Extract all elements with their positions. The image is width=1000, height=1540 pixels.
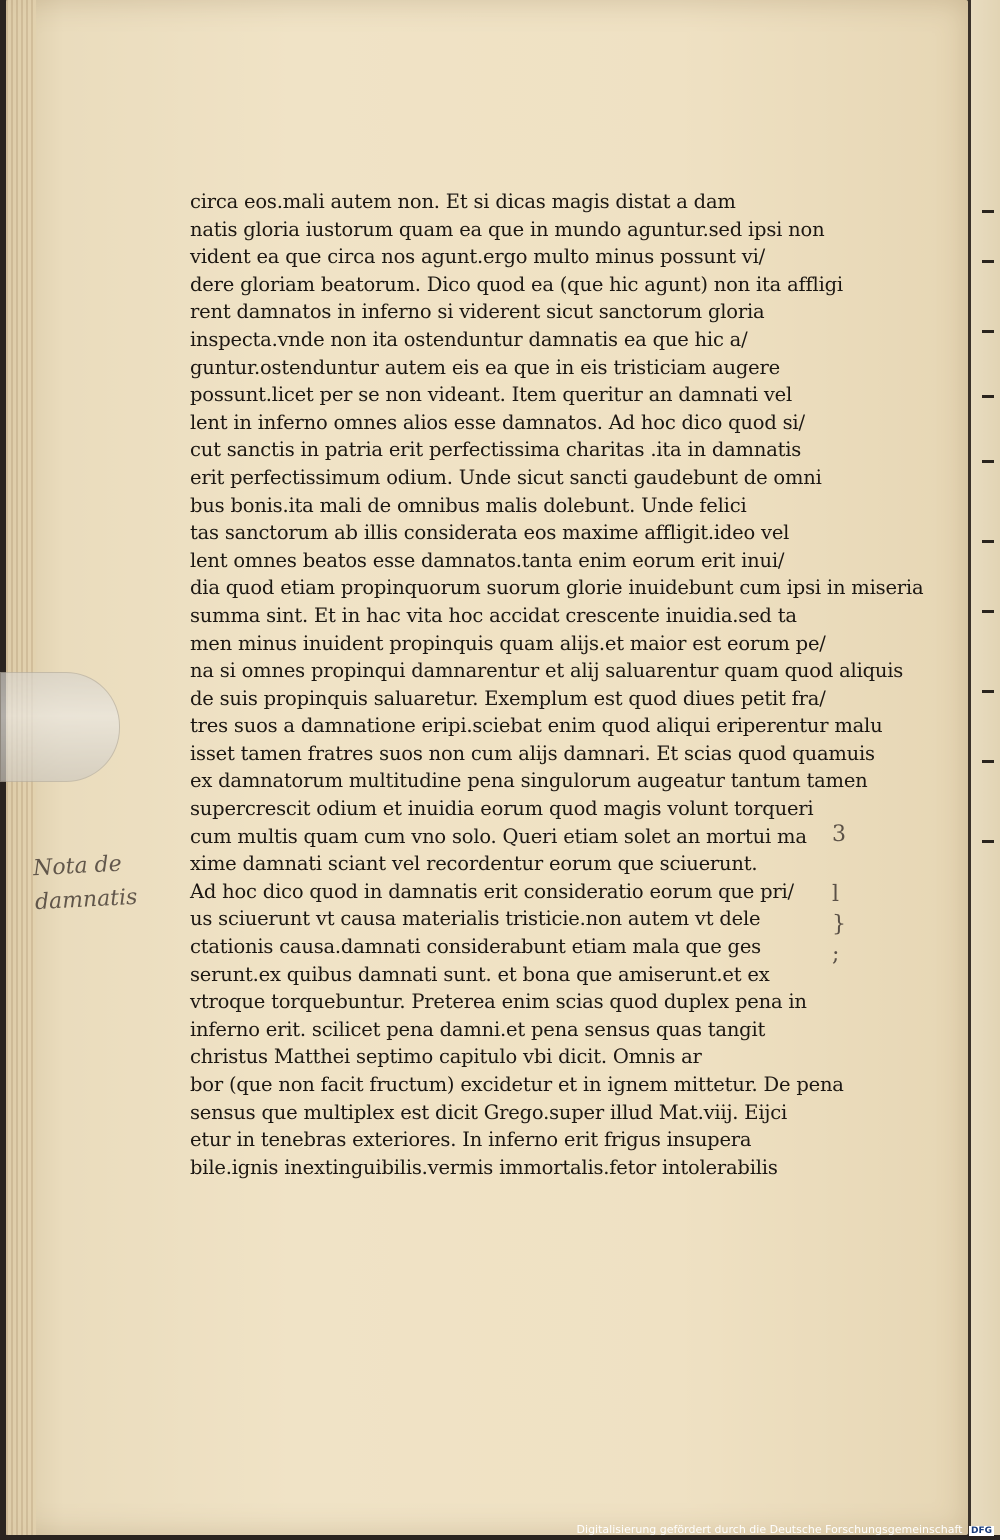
text-line: ex damnatorum multitudine pena singulorum augeatur tantum tamen bbox=[190, 769, 868, 793]
text-line: Ad hoc dico quod in damnatis erit consideratio eorum que pri/ bbox=[190, 879, 794, 903]
text-line: na si omnes propinqui damnarentur et alij saluarentur quam quod aliquis bbox=[190, 659, 904, 683]
text-line: dia quod etiam propinquorum suorum glorie inuidebunt cum ipsi in miseria bbox=[190, 576, 924, 600]
text-line: vident ea que circa nos agunt.ergo multo minus possunt vi/ bbox=[190, 245, 766, 269]
margin-note-line: damnatis bbox=[34, 884, 139, 916]
dfg-logo-icon: DFG bbox=[970, 1526, 992, 1536]
text-line: ctationis causa.damnati considerabunt etiam mala que ges bbox=[190, 935, 761, 959]
text-line: xime damnati sciant vel recordentur eorum que sciuerunt. bbox=[190, 852, 758, 876]
text-line: rent damnatos in inferno si viderent sicut sanctorum gloria bbox=[190, 300, 765, 324]
text-line: erit perfectissimum odium. Unde sicut sancti gaudebunt de omni bbox=[190, 465, 822, 489]
margin-note-line: Nota de bbox=[32, 851, 123, 882]
text-line: summa sint. Et in hac vita hoc accidat crescente inuidia.sed ta bbox=[190, 603, 797, 627]
text-line: men minus inuident propinquis quam alijs.et maior est eorum pe/ bbox=[190, 631, 826, 655]
body-text bbox=[190, 188, 924, 1181]
text-line: inferno erit. scilicet pena damni.et pena sensus quas tangit bbox=[190, 1017, 766, 1041]
text-line: christus Matthei septimo capitulo vbi dicit. Omnis ar bbox=[190, 1045, 702, 1069]
text-line: bile.ignis inextinguibilis.vermis immortalis.fetor intolerabilis bbox=[190, 1155, 778, 1179]
text-line: de suis propinquis saluaretur. Exemplum est quod diues petit fra/ bbox=[190, 686, 826, 710]
text-line: supercrescit odium et inuidia eorum quod magis volunt torqueri bbox=[190, 797, 814, 821]
text-line: inspecta.vnde non ita ostenduntur damnatis ea que hic a/ bbox=[190, 327, 748, 351]
text-line: possunt.licet per se non videant. Item queritur an damnati vel bbox=[190, 383, 793, 407]
digitization-credit bbox=[577, 1523, 994, 1536]
page-clip bbox=[0, 672, 120, 782]
text-line: natis gloria iustorum quam ea que in mundo aguntur.sed ipsi non bbox=[190, 217, 825, 241]
text-line: bor (que non facit fructum) excidetur et in ignem mittetur. De pena bbox=[190, 1073, 844, 1096]
text-line: sensus que multiplex est dicit Grego.super illud Mat.viij. Eijci bbox=[190, 1100, 787, 1124]
text-line: cut sanctis in patria erit perfectissima charitas .ita in damnatis bbox=[190, 438, 802, 462]
margin-bracket-mark: 3 l } ; bbox=[832, 822, 846, 967]
text-line: tas sanctorum ab illis considerata eos maxime affligit.ideo vel bbox=[190, 521, 790, 545]
text-line: vtroque torquebuntur. Preterea enim scias quod duplex pena in bbox=[190, 990, 807, 1014]
adjacent-page-edge bbox=[968, 0, 1000, 1535]
text-line: cum multis quam cum vno solo. Queri etiam solet an mortui ma bbox=[190, 824, 807, 848]
credit-text: Digitalisierung gefördert durch die Deutsche Forschungsgemeinschaft bbox=[576, 1523, 963, 1536]
text-line: isset tamen fratres suos non cum alijs damnari. Et scias quod quamuis bbox=[190, 741, 875, 765]
text-line: lent omnes beatos esse damnatos.tanta enim eorum erit inui/ bbox=[190, 548, 785, 572]
text-line: bus bonis.ita mali de omnibus malis dolebunt. Unde felici bbox=[190, 493, 747, 517]
text-line: guntur.ostenduntur autem eis ea que in eis tristiciam augere bbox=[190, 355, 780, 379]
text-line: us sciuerunt vt causa materialis tristicie.non autem vt dele bbox=[190, 907, 761, 931]
text-line: dere gloriam beatorum. Dico quod ea (que hic agunt) non ita affligi bbox=[190, 272, 843, 296]
text-line: circa eos.mali autem non. Et si dicas magis distat a dam bbox=[190, 190, 736, 213]
margin-annotation bbox=[32, 844, 195, 920]
text-line: tres suos a damnatione eripi.sciebat enim quod aliqui eriperentur malu bbox=[190, 714, 883, 738]
text-line: lent in inferno omnes alios esse damnatos. Ad hoc dico quod si/ bbox=[190, 410, 805, 434]
text-line: serunt.ex quibus damnati sunt. et bona que amiserunt.et ex bbox=[190, 962, 770, 986]
text-line: etur in tenebras exteriores. In inferno erit frigus insupera bbox=[190, 1128, 752, 1152]
